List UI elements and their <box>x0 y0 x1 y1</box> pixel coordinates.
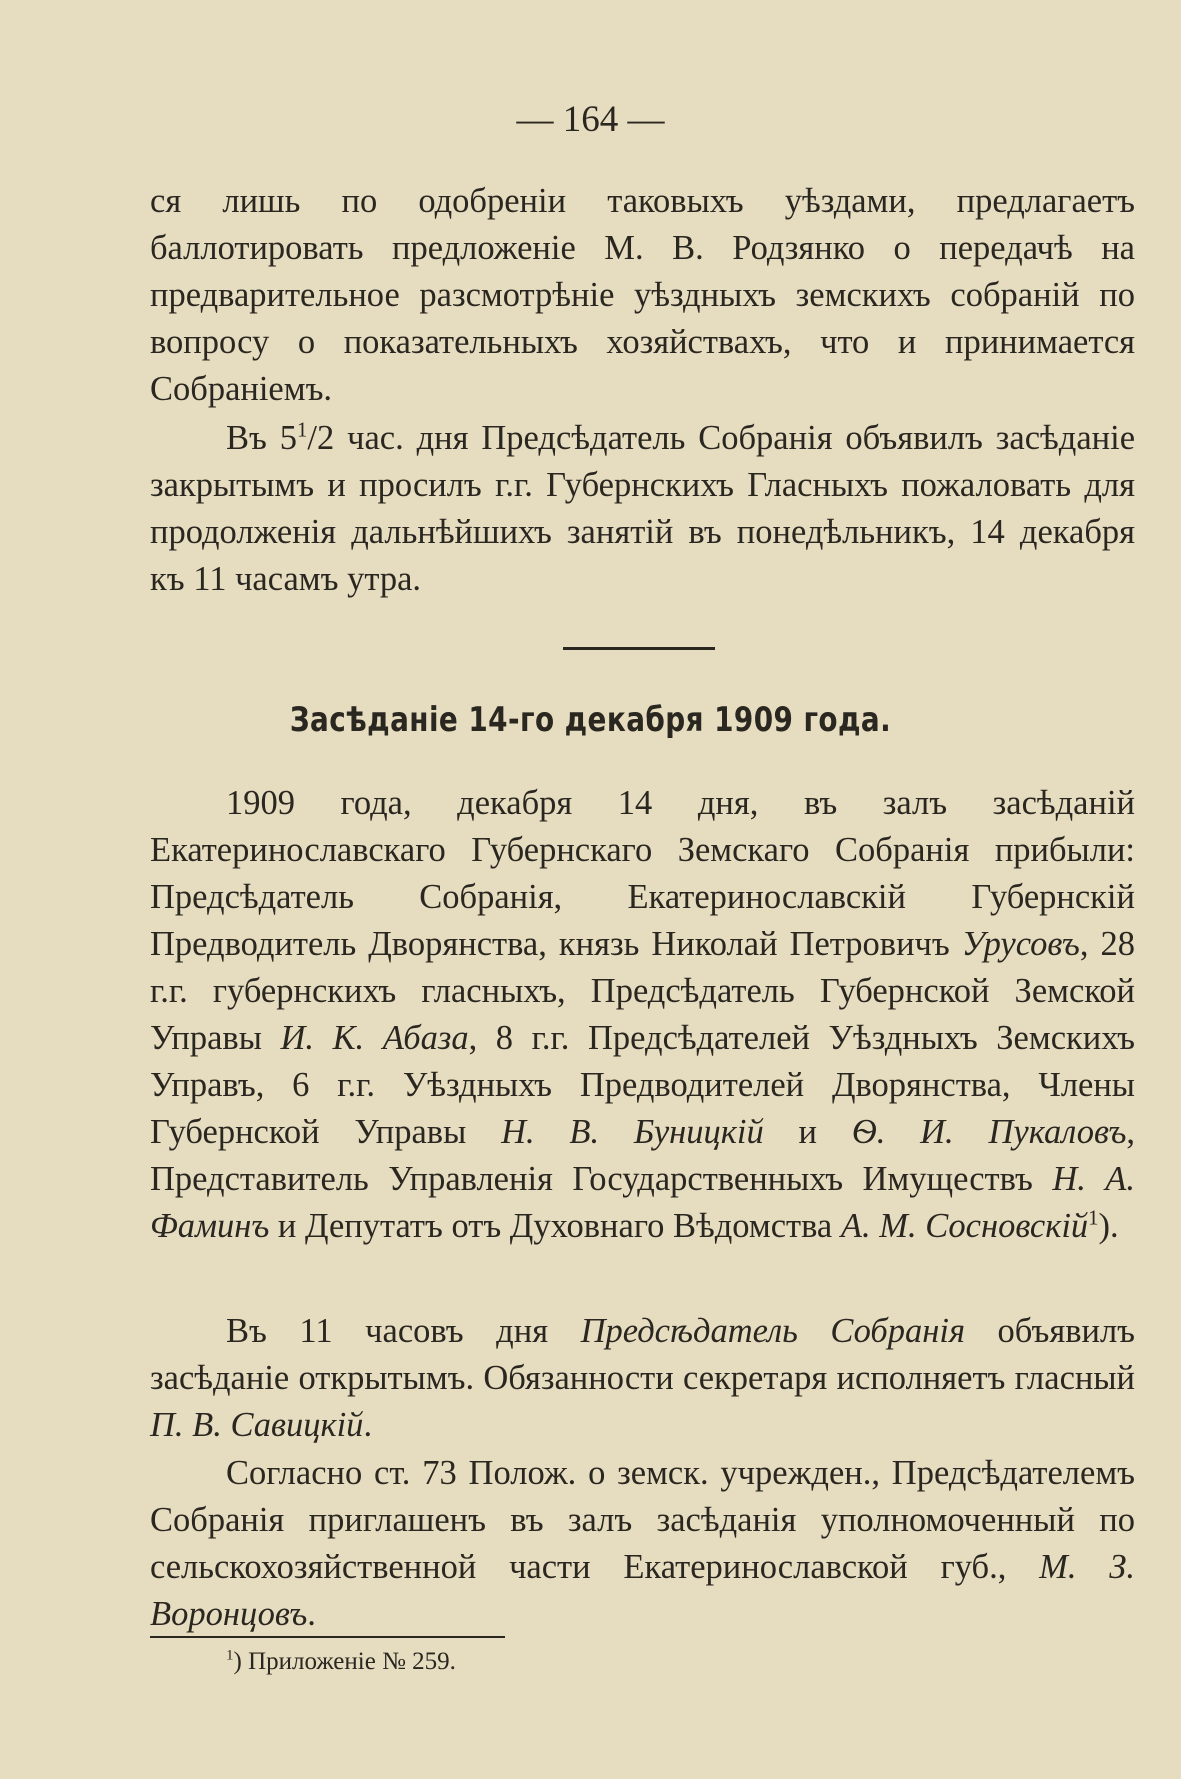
paragraph-adjournment: Въ $5^1/2$ час. дня Предсѣдатель Собранія объявилъ засѣданіе закрытымъ и просилъ г.г. Губернскихъ Гласныхъ пожаловать для продолженія дальнѣйшихъ занятій въ понедѣльникъ, 14 декабря къ 11 часамъ утра. <box>150 419 1136 598</box>
name-sosnovsky: А. М. Сосновскій <box>840 1207 1089 1245</box>
paragraph-attendance: 1909 года, декабря 14 дня, въ залъ засѣданій Екатеринославскаго Губернскаго Земскаго Собранія прибыли: Предсѣдатель Собранія, Екатеринославскій Губернскій Предводитель Дворянства, князь Николай Петровичъ Урусовъ, 28 г.г. губернскихъ гласныхъ, Предсѣдатель Губернской Земской Управы И. К. Абаза, 8 г.г. Предсѣдателей Уѣздныхъ Земскихъ Управъ, 6 г.г. Уѣздныхъ Предводителей Дворянства, Члены Губернской Управы Н. В. Буницкій и Ѳ. И. Пукаловъ, Представитель Управленія Государственныхъ Имуществъ Н. А. Фаминъ и Депутатъ отъ Духовнаго Вѣдомства А. М. Сосновскій$^1$). <box>150 784 1136 1245</box>
paragraph-invitation: Согласно ст. 73 Полож. о земск. учрежден., Предсѣдателемъ Собранія приглашенъ въ залъ засѣданія уполномоченный по сельскохозяйственной части Екатеринославской губ., М. З. Воронцовъ. <box>150 1454 1135 1633</box>
footnote-reference: 1 <box>1088 1207 1099 1230</box>
name-bunitsky: Н. В. Буницкій <box>501 1113 764 1151</box>
footnote: $^1$) Приложеніе № 259. <box>226 1647 456 1675</box>
section-divider <box>563 647 715 650</box>
paragraph-opening: Въ 11 часовъ дня Предсѣдатель Собранія объявилъ засѣданіе открытымъ. Обязанности секретаря исполняетъ гласный П. В. Савицкій. <box>150 1312 1135 1444</box>
name-abaza: И. К. Абаза <box>280 1019 469 1057</box>
name-vorontsov: М. З. Воронцовъ <box>150 1548 1135 1633</box>
name-savitsky: П. В. Савицкій <box>150 1406 364 1444</box>
paragraph-continuation <box>150 178 1135 413</box>
name-urusov: Урусовъ <box>961 925 1080 963</box>
section-heading: Засѣданіе 14-го декабря 1909 года. <box>289 700 892 740</box>
name-pukalov: Ѳ. И. Пукаловъ <box>851 1113 1127 1151</box>
paragraph-1-text: ся лишь по одобреніи таковыхъ уѣздами, предлагаетъ баллотировать предложеніе М. В. Родзянко о передачѣ на предварительное разсмотрѣніе уѣздныхъ земскихъ собраній по вопросу о показательныхъ хозяйствахъ, что и принимается Собраніемъ. <box>150 182 1135 408</box>
footnote-rule <box>150 1636 505 1638</box>
name-famin: Н. А. Фаминъ <box>150 1160 1135 1245</box>
page-number: — 164 — <box>516 99 665 140</box>
